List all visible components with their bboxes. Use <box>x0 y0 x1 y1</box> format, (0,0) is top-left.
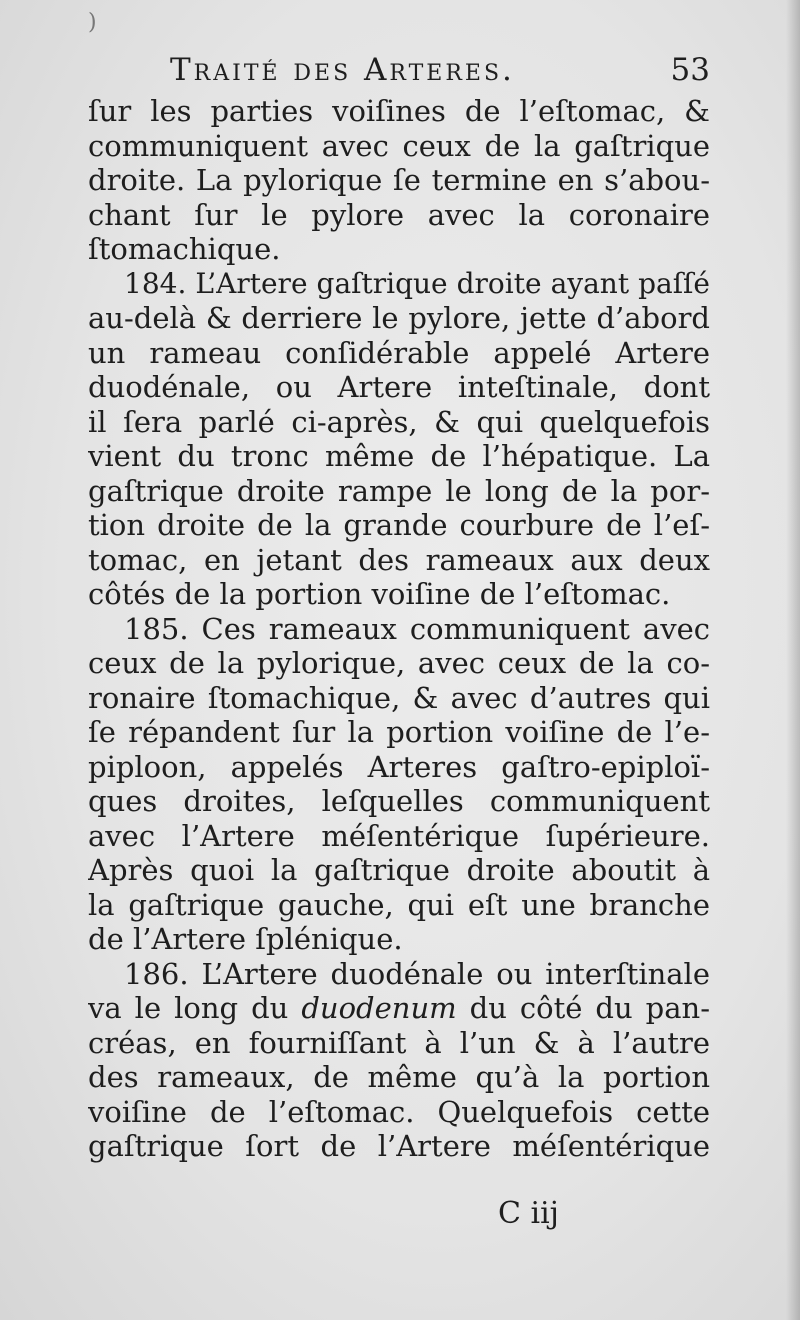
running-title: Traité des Arteres. <box>170 52 515 88</box>
page-number: 53 <box>670 52 710 88</box>
text-line: il ſera parlé ci-après, & qui quelquefois <box>88 404 710 439</box>
text-line: duodénale, ou Artere inteſtinale, dont <box>88 370 710 404</box>
italic-term: duodenum <box>301 991 457 1025</box>
text-line: va le long du duodenum du côté du pan- <box>88 991 710 1025</box>
text-line: 184. L’Artere gaſtrique droite ayant paſſé <box>124 266 710 300</box>
text-line: chant ſur le pylore avec la coronaire <box>88 197 710 232</box>
text-line: un rameau conſidérable appelé Artere <box>88 335 710 370</box>
page-header <box>88 52 710 96</box>
text-line: côtés de la portion voiſine de l’eſtomac. <box>88 577 671 611</box>
text-line: ſtomachique. <box>88 232 281 266</box>
text-line: 185. Ces rameaux communiquent avec <box>124 611 710 646</box>
text-line: gaſtrique ſort de l’Artere méſentérique <box>88 1129 710 1163</box>
text-line: de l’Artere ſplénique. <box>88 922 403 956</box>
text-line: communiquent avec ceux de la gaſtrique <box>88 128 710 163</box>
body-text <box>88 94 710 1164</box>
text-line: 186. L’Artere duodénale ou interſtinale <box>124 956 710 991</box>
text-line: avec l’Artere méſentérique ſupérieure. <box>88 818 710 853</box>
text-line: ceux de la pylorique, avec ceux de la co- <box>88 646 710 680</box>
text-line: Après quoi la gaſtrique droite aboutit à <box>88 853 710 887</box>
text-line: tion droite de la grande courbure de l’eſ- <box>88 508 710 542</box>
text-line: ſur les parties voiſines de l’eſtomac, & <box>88 94 710 128</box>
text-line: au-delà & derriere le pylore, jette d’abord <box>88 301 710 335</box>
text-line: créas, en fourniſſant à l’un & à l’autre <box>88 1025 710 1060</box>
text-line: des rameaux, de même qu’à la portion <box>88 1060 710 1094</box>
text-line: droite. La pylorique ſe termine en s’abou- <box>88 163 710 197</box>
text-line: gaſtrique droite rampe le long de la por- <box>88 473 710 508</box>
top-margin-mark: ) <box>88 10 97 35</box>
signature-mark: C iij <box>498 1196 559 1231</box>
text-line: ronaire ſtomachique, & avec d’autres qui <box>88 680 710 715</box>
page-edge-shadow <box>786 0 800 1320</box>
text-line: ſe répandent ſur la portion voiſine de l’e- <box>88 715 710 749</box>
text-line: ques droites, leſquelles communiquent <box>88 784 710 818</box>
text-line: la gaſtrique gauche, qui eſt une branche <box>88 887 710 922</box>
text-line: vient du tronc même de l’hépatique. La <box>88 439 710 473</box>
text-line: tomac, en jetant des rameaux aux deux <box>88 542 710 577</box>
text-line: voiſine de l’eſtomac. Quelquefois cette <box>88 1094 710 1129</box>
text-line: piploon, appelés Arteres gaſtro-epiploï- <box>88 749 710 784</box>
